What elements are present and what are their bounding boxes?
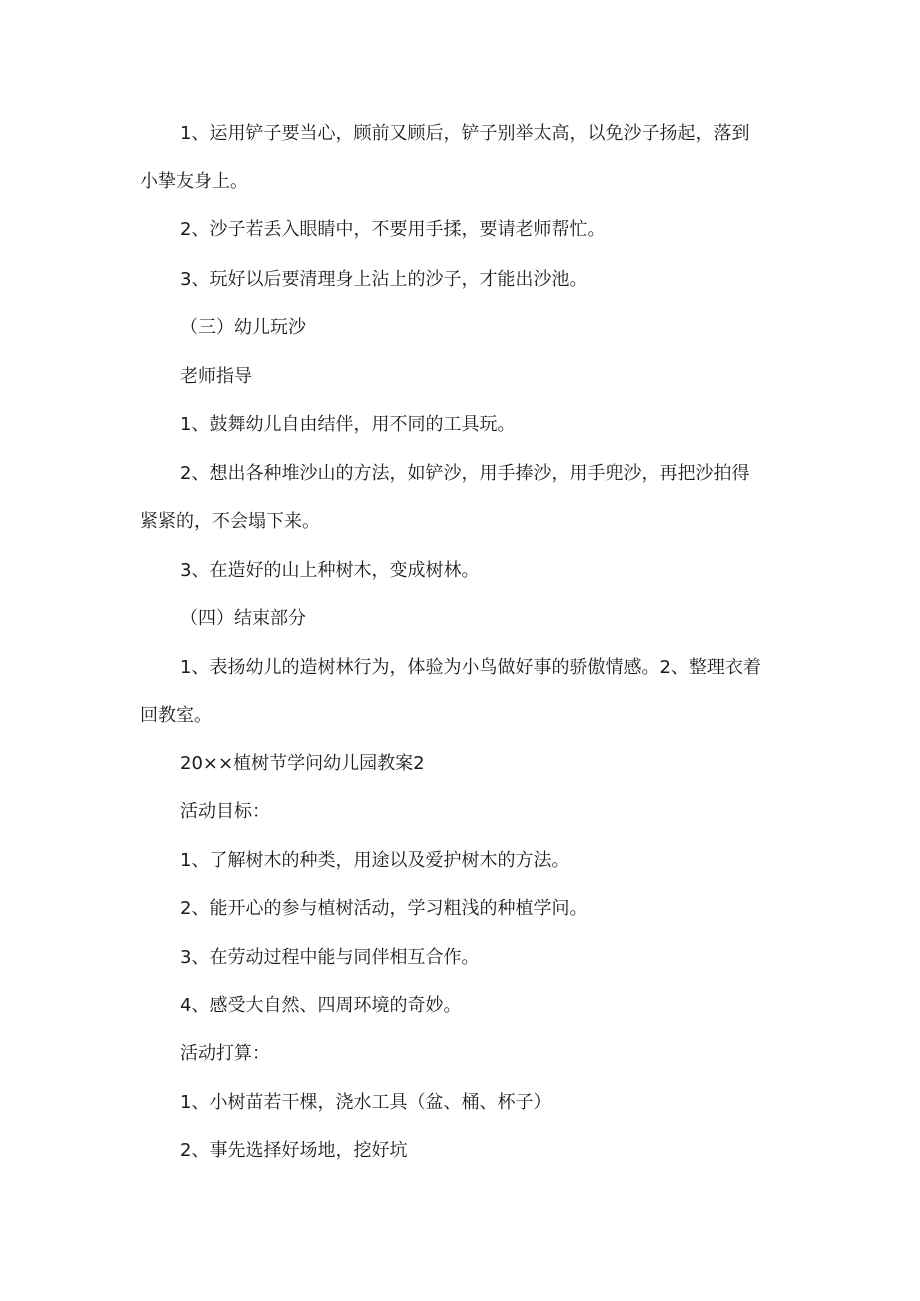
paragraph-line: 紧紧的，不会塌下来。 [140, 511, 320, 532]
paragraph-line: 3、在劳动过程中能与同伴相互合作。 [180, 947, 480, 968]
section-heading: 活动目标： [180, 801, 270, 822]
section-heading: （四）结束部分 [180, 608, 306, 629]
paragraph-line: 3、玩好以后要清理身上沾上的沙子，才能出沙池。 [180, 269, 588, 290]
paragraph-line: 2、事先选择好场地，挖好坑 [180, 1140, 408, 1161]
paragraph-line: 小挚友身上。 [140, 171, 248, 192]
section-heading: 活动打算： [180, 1043, 270, 1064]
paragraph-line: 2、能开心的参与植树活动，学习粗浅的种植学问。 [180, 898, 588, 919]
paragraph-line: 1、了解树木的种类，用途以及爱护树木的方法。 [180, 850, 570, 871]
paragraph-line: 1、表扬幼儿的造树林行为，体验为小鸟做好事的骄傲情感。2、整理衣着 [180, 657, 761, 678]
paragraph-line: 2、想出各种堆沙山的方法，如铲沙，用手捧沙，用手兜沙，再把沙拍得 [180, 463, 750, 484]
paragraph-line: 老师指导 [180, 366, 252, 387]
document-title: 20××植树节学问幼儿园教案2 [180, 753, 425, 774]
paragraph-line: 2、沙子若丢入眼睛中，不要用手揉，要请老师帮忙。 [180, 219, 606, 240]
paragraph-line: 1、鼓舞幼儿自由结伴，用不同的工具玩。 [180, 414, 516, 435]
paragraph-line: 3、在造好的山上种树木，变成树林。 [180, 560, 480, 581]
paragraph-line: 回教室。 [140, 705, 212, 726]
paragraph-line: 4、感受大自然、四周环境的奇妙。 [180, 995, 462, 1016]
paragraph-line: 1、运用铲子要当心，顾前又顾后，铲子别举太高，以免沙子扬起，落到 [180, 123, 750, 144]
section-heading: （三）幼儿玩沙 [180, 317, 306, 338]
paragraph-line: 1、小树苗若干棵，浇水工具（盆、桶、杯子） [180, 1092, 552, 1113]
